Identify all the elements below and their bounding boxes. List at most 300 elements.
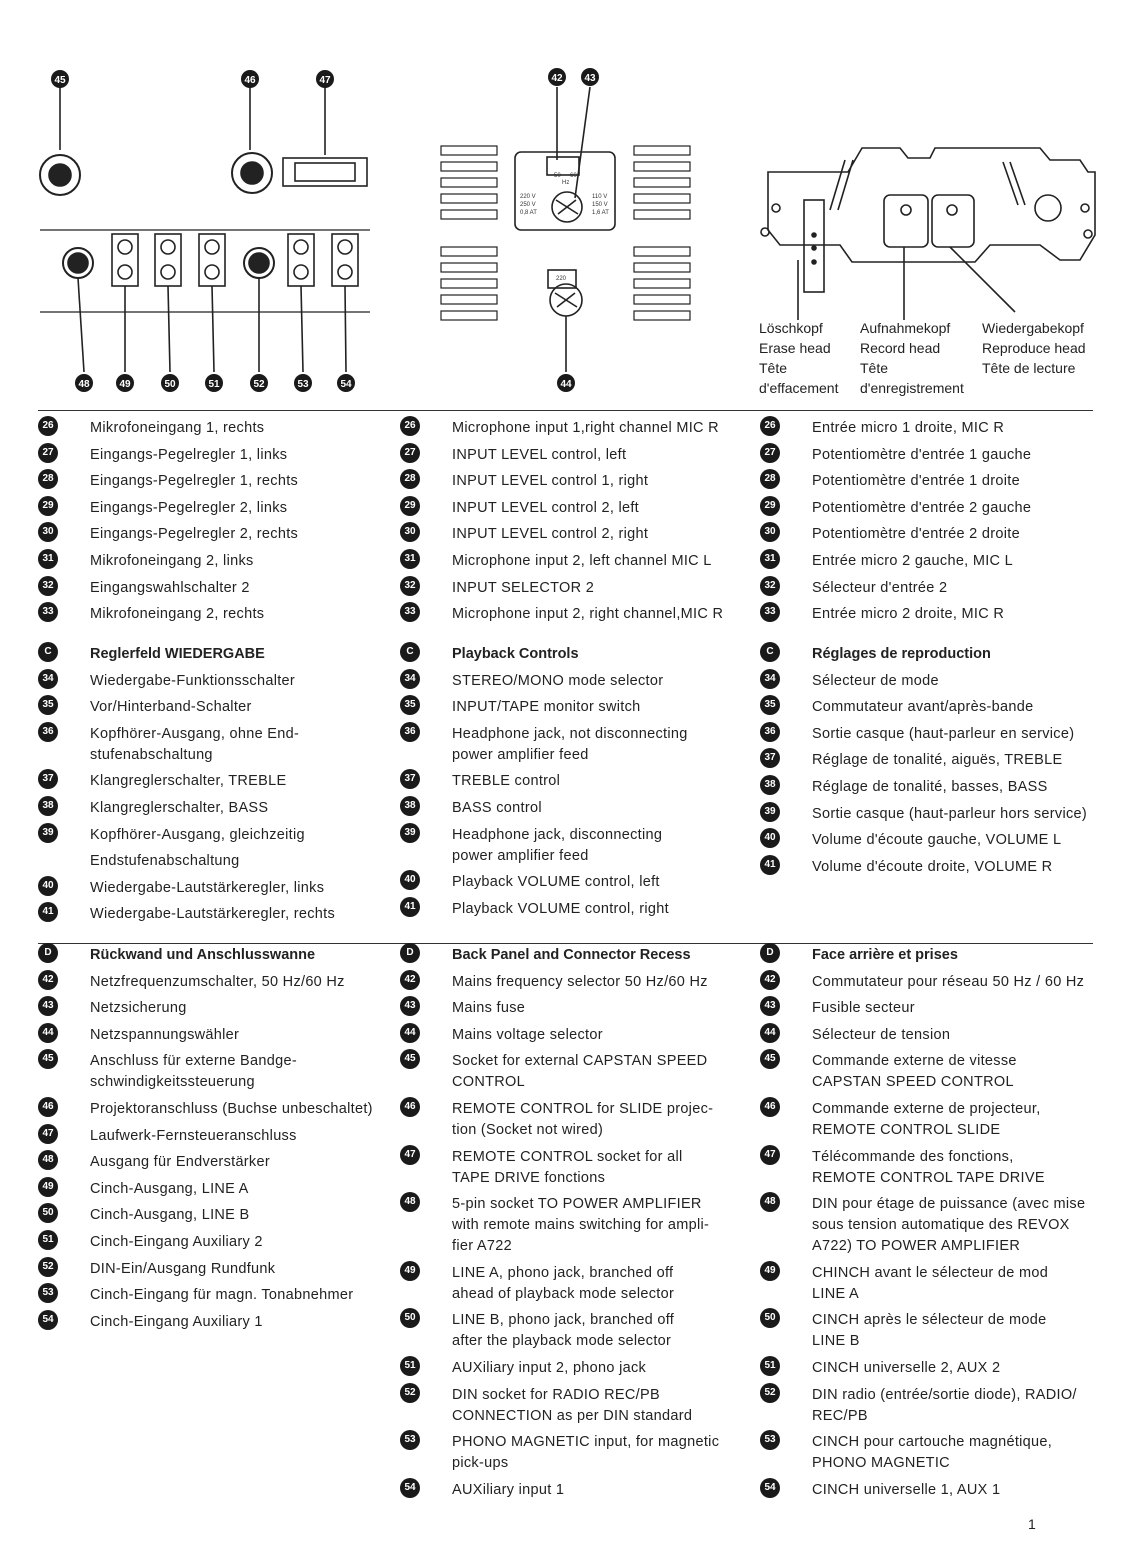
item-number-badge: 27 <box>38 443 58 463</box>
legend-item <box>760 724 1074 745</box>
item-number-badge: C <box>760 642 780 662</box>
item-text-line: Eingangs-Pegelregler 1, rechts <box>90 473 299 490</box>
item-number-badge: 31 <box>38 549 58 569</box>
item-text-line: Entrée micro 2 gauche, MIC L <box>812 553 1014 569</box>
item-text <box>812 945 958 966</box>
item-number-badge: 45 <box>38 1049 58 1069</box>
item-number-badge: 28 <box>760 469 780 489</box>
item-text-line: Kopfhörer-Ausgang, ohne End- <box>90 725 300 742</box>
legend-item <box>760 1432 1052 1474</box>
item-text-line: CINCH universelle 1, AUX 1 <box>812 1481 1001 1498</box>
item-text <box>812 697 1033 718</box>
item-text <box>812 445 1031 466</box>
legend-item <box>400 724 688 766</box>
item-text-line: Eingangs-Pegelregler 1, links <box>90 446 288 463</box>
item-text-line: Netzsicherung <box>90 1000 187 1017</box>
item-number-badge: 44 <box>38 1023 58 1043</box>
item-text-line: REMOTE CONTROL SLIDE <box>812 1122 1001 1138</box>
item-number-badge: 36 <box>760 722 780 742</box>
item-text-line: LINE A, phono jack, branched off <box>452 1264 674 1281</box>
item-text <box>452 644 579 665</box>
item-text-line: Potentiomètre d'entrée 1 gauche <box>812 446 1032 463</box>
legend-item <box>760 777 1048 798</box>
item-text-line: DIN socket for RADIO REC/PB <box>452 1386 660 1403</box>
item-text <box>90 604 264 625</box>
item-number-badge: 53 <box>760 1430 780 1450</box>
item-number-badge: 48 <box>38 1150 58 1170</box>
item-number-badge: 47 <box>400 1145 420 1165</box>
item-number-badge: C <box>400 642 420 662</box>
item-text <box>90 1025 239 1046</box>
item-number-badge: 38 <box>400 796 420 816</box>
mains-label: 150 V <box>592 202 608 208</box>
item-number-badge: 30 <box>760 522 780 542</box>
item-text-line: schwindigkeitssteuerung <box>90 1074 255 1091</box>
item-number-badge: 32 <box>760 576 780 596</box>
legend-item <box>38 851 240 872</box>
item-text <box>90 644 265 665</box>
diagram-num-47: 47 <box>319 75 331 86</box>
item-text <box>452 524 648 545</box>
legend-item <box>400 972 708 993</box>
item-text-line: Anschluss für externe Bandge- <box>90 1053 297 1070</box>
legend-item <box>400 418 719 439</box>
legend-item <box>400 899 669 920</box>
legend-item <box>38 1205 249 1226</box>
item-text-line: Cinch-Ausgang, LINE B <box>90 1207 250 1224</box>
item-text <box>812 471 1020 492</box>
item-text <box>812 604 1004 625</box>
legend-item <box>38 1259 275 1280</box>
legend-item <box>400 872 660 893</box>
legend-item <box>400 1310 674 1352</box>
item-text-line: INPUT LEVEL control 1, right <box>452 473 649 490</box>
item-number-badge: 34 <box>760 669 780 689</box>
item-number-badge: 51 <box>760 1356 780 1376</box>
legend-item <box>400 1194 709 1257</box>
legend-item <box>760 857 1052 878</box>
legend-item <box>400 798 542 819</box>
item-text-line: REMOTE CONTROL TAPE DRIVE <box>812 1169 1045 1186</box>
item-text-line: Playback Controls <box>452 646 579 662</box>
item-text-line: after the playback mode selector <box>452 1333 672 1350</box>
item-text-line: Playback VOLUME control, right <box>452 900 669 917</box>
mains-label: 250 V <box>520 202 536 208</box>
item-text-line: Wiedergabe-Lautstärkeregler, links <box>90 879 325 896</box>
item-number-badge: 46 <box>400 1097 420 1117</box>
legend-item <box>760 578 947 599</box>
legend-item <box>400 1025 603 1046</box>
item-text-line: Mains voltage selector <box>452 1026 603 1043</box>
item-text-line: Playback VOLUME control, left <box>452 874 660 891</box>
item-number-badge: 35 <box>38 695 58 715</box>
item-text-line: Endstufenabschaltung <box>90 853 240 870</box>
item-number-badge: 31 <box>760 549 780 569</box>
item-text <box>452 1051 707 1093</box>
legend-item <box>38 1232 263 1253</box>
item-text-line: Wiedergabe-Funktionsschalter <box>90 672 296 689</box>
item-number-badge: 43 <box>38 996 58 1016</box>
legend-item <box>400 604 723 625</box>
item-text <box>90 825 305 846</box>
item-text <box>812 1051 1017 1093</box>
item-number-badge: 28 <box>38 469 58 489</box>
item-number-badge: 54 <box>38 1310 58 1330</box>
legend-item <box>760 524 1020 545</box>
item-text-line: TREBLE control <box>452 773 561 790</box>
legend-item <box>760 418 1004 439</box>
item-text-line: Kopfhörer-Ausgang, gleichzeitig <box>90 826 305 843</box>
item-text <box>812 578 947 599</box>
item-text-line: stufenabschaltung <box>90 746 213 763</box>
item-text <box>812 1385 1077 1427</box>
item-text-line: Ausgang für Endverstärker <box>90 1154 270 1171</box>
diagram-num-45: 45 <box>54 75 66 86</box>
item-text <box>812 1480 1000 1501</box>
item-text <box>452 578 594 599</box>
item-number-badge: D <box>760 943 780 963</box>
legend-item <box>38 798 268 819</box>
item-number-badge: 45 <box>400 1049 420 1069</box>
item-text <box>90 1232 263 1253</box>
item-number-badge: 52 <box>760 1383 780 1403</box>
item-text <box>812 1310 1046 1352</box>
mains-label: 0,8 AT <box>520 210 537 216</box>
item-text-line: LINE B, phono jack, branched off <box>452 1312 675 1329</box>
item-text-line: with remote mains switching for ampli- <box>452 1217 710 1234</box>
item-text-line: Sortie casque (haut-parleur hors service) <box>812 805 1088 822</box>
item-text <box>812 524 1020 545</box>
section-heading <box>760 644 991 665</box>
item-text <box>812 1147 1045 1189</box>
item-text <box>90 798 268 819</box>
legend-item <box>760 750 1062 771</box>
item-number-badge: 26 <box>38 416 58 436</box>
item-number-badge: 34 <box>38 669 58 689</box>
erase-head-label: Löschkopf Erase head Tête d'effacement <box>759 320 839 396</box>
legend-item <box>760 1147 1045 1189</box>
legend-item <box>400 825 662 867</box>
mains-label: 1,6 AT <box>592 210 609 216</box>
legend-item <box>760 471 1020 492</box>
item-text-line: Mikrofoneingang 2, links <box>90 553 254 569</box>
item-number-badge: 34 <box>400 669 420 689</box>
item-number-badge: 45 <box>760 1049 780 1069</box>
item-text-line: Klangreglerschalter, TREBLE <box>90 773 287 790</box>
legend-item <box>400 697 641 718</box>
legend-item <box>38 471 298 492</box>
item-number-badge: 50 <box>400 1308 420 1328</box>
legend-item <box>760 1310 1046 1352</box>
item-text-line: Vor/Hinterband-Schalter <box>90 699 252 716</box>
item-text-line: BASS control <box>452 800 542 816</box>
legend-item <box>760 1480 1000 1501</box>
item-text-line: Sélecteur de tension <box>812 1026 951 1043</box>
item-number-badge: 49 <box>400 1261 420 1281</box>
item-number-badge: 53 <box>400 1430 420 1450</box>
item-text <box>452 899 669 920</box>
page-number: 1 <box>1028 1516 1036 1532</box>
item-number-badge: 41 <box>38 902 58 922</box>
item-text <box>812 1263 1048 1305</box>
item-number-badge: 39 <box>760 802 780 822</box>
item-text <box>452 1099 713 1141</box>
legend-item <box>38 551 254 572</box>
item-text-line: INPUT LEVEL control 2, right <box>452 526 649 543</box>
item-text <box>812 1358 1000 1379</box>
item-number-badge: 39 <box>400 823 420 843</box>
item-text <box>452 1432 719 1474</box>
item-text <box>452 798 542 819</box>
item-text-line: Réglages de reproduction <box>812 646 991 662</box>
item-text <box>90 945 315 966</box>
legend-item <box>38 1051 297 1093</box>
legend-item <box>400 1480 564 1501</box>
item-number-badge: 52 <box>38 1257 58 1277</box>
item-text-line: Eingangs-Pegelregler 2, rechts <box>90 526 299 543</box>
item-text-line: Cinch-Eingang Auxiliary 2 <box>90 1234 263 1250</box>
legend-item <box>760 498 1031 519</box>
item-text-line: Potentiomètre d'entrée 1 droite <box>812 473 1020 490</box>
item-text-line: PHONO MAGNETIC <box>812 1455 950 1472</box>
item-text <box>812 1025 950 1046</box>
item-text-line: LINE B <box>812 1333 860 1350</box>
item-text-line: Commutateur avant/après-bande <box>812 699 1034 716</box>
item-text-line: Volume d'écoute gauche, VOLUME L <box>812 832 1062 849</box>
item-text-line: Sélecteur de mode <box>812 672 939 689</box>
item-number-badge: 27 <box>760 443 780 463</box>
item-text <box>90 1285 353 1306</box>
item-text <box>812 998 915 1019</box>
item-text-line: CHINCH avant le sélecteur de mod <box>812 1264 1049 1281</box>
item-text <box>452 945 691 966</box>
item-text <box>90 724 299 766</box>
item-text-line: Mikrofoneingang 1, rechts <box>90 420 265 436</box>
legend-item <box>400 771 560 792</box>
legend-item <box>400 1385 692 1427</box>
item-text-line: Mains frequency selector 50 Hz/60 Hz <box>452 973 708 990</box>
item-text <box>90 851 240 872</box>
item-text-line: DIN pour étage de puissance (avec mise <box>812 1196 1086 1213</box>
section-heading <box>400 644 579 665</box>
item-text-line: Potentiomètre d'entrée 2 droite <box>812 526 1020 543</box>
item-number-badge: 33 <box>400 602 420 622</box>
legend-item <box>38 524 298 545</box>
item-text <box>452 724 688 766</box>
item-number-badge: 38 <box>38 796 58 816</box>
legend-item <box>760 1385 1077 1427</box>
diagram-num-48: 48 <box>78 379 90 390</box>
legend-item <box>760 1263 1048 1305</box>
section-heading <box>38 945 315 966</box>
item-text-line: Microphone input 2, right channel,MIC R <box>452 606 724 623</box>
item-text <box>452 1263 674 1305</box>
legend-item <box>400 1432 719 1474</box>
item-number-badge: 50 <box>760 1308 780 1328</box>
item-text-line: Cinch-Eingang für magn. Tonabnehmer <box>90 1287 354 1304</box>
item-text <box>452 825 662 867</box>
item-number-badge: 43 <box>400 996 420 1016</box>
item-text-line: Headphone jack, not disconnecting <box>452 725 688 742</box>
item-text <box>452 1147 683 1189</box>
item-text-line: Commutateur pour réseau 50 Hz / 60 Hz <box>812 973 1085 990</box>
item-number-badge: D <box>38 943 58 963</box>
legend-item <box>38 1099 373 1120</box>
item-number-badge: 41 <box>400 897 420 917</box>
legend-item <box>38 1285 353 1306</box>
item-number-badge: 48 <box>400 1192 420 1212</box>
item-number-badge: 26 <box>400 416 420 436</box>
divider <box>38 943 1093 944</box>
legend-item <box>400 524 648 545</box>
item-number-badge: 29 <box>760 496 780 516</box>
item-number-badge: 42 <box>38 970 58 990</box>
item-number-badge: 30 <box>38 522 58 542</box>
item-number-badge: 54 <box>400 1478 420 1498</box>
item-text-line: PHONO MAGNETIC input, for magnetic <box>452 1434 720 1451</box>
divider <box>38 410 1093 411</box>
legend-item <box>38 604 264 625</box>
item-text <box>452 972 708 993</box>
item-text <box>812 830 1061 851</box>
item-text-line: DIN-Ein/Ausgang Rundfunk <box>90 1260 276 1277</box>
legend-item <box>400 498 639 519</box>
item-text <box>812 750 1062 771</box>
legend-item <box>38 445 287 466</box>
item-text <box>452 445 626 466</box>
item-text-line: sous tension automatique des REVOX <box>812 1217 1070 1234</box>
item-number-badge: 27 <box>400 443 420 463</box>
item-number-badge: 47 <box>760 1145 780 1165</box>
diagram-num-44: 44 <box>560 379 572 390</box>
item-text-line: INPUT/TAPE monitor switch <box>452 699 641 716</box>
item-text <box>452 1310 674 1352</box>
item-text-line: CONTROL <box>452 1074 525 1091</box>
item-text <box>452 418 719 439</box>
item-text <box>452 671 663 692</box>
legend-item <box>38 418 264 439</box>
item-text <box>90 1152 270 1173</box>
item-text <box>452 498 639 519</box>
item-text-line: Cinch-Ausgang, LINE A <box>90 1180 249 1197</box>
legend-item <box>38 1312 263 1333</box>
item-text <box>452 998 525 1019</box>
diagram-num-53: 53 <box>297 379 309 390</box>
legend-item <box>760 671 939 692</box>
item-text <box>452 1480 564 1501</box>
diagram-num-46: 46 <box>244 75 256 86</box>
item-number-badge: 36 <box>38 722 58 742</box>
item-text-line: CONNECTION as per DIN standard <box>452 1407 693 1424</box>
item-text-line: CINCH pour cartouche magnétique, <box>812 1434 1053 1451</box>
item-number-badge: 26 <box>760 416 780 436</box>
legend-item <box>400 1051 707 1093</box>
item-number-badge: 49 <box>760 1261 780 1281</box>
item-text-line: Sélecteur d'entrée 2 <box>812 579 948 596</box>
item-text <box>812 644 991 665</box>
legend-item <box>38 771 286 792</box>
item-text-line: Face arrière et prises <box>812 947 958 963</box>
item-number-badge: 54 <box>760 1478 780 1498</box>
item-text-line: Mains fuse <box>452 1000 526 1017</box>
section-heading <box>760 945 958 966</box>
item-text-line: Microphone input 2, left channel MIC L <box>452 553 712 569</box>
legend-item <box>400 578 594 599</box>
item-text-line: Netzspannungswähler <box>90 1026 240 1043</box>
legend-item <box>760 1358 1000 1379</box>
item-text-line: Klangreglerschalter, BASS <box>90 800 269 816</box>
item-text <box>90 524 298 545</box>
section-heading <box>400 945 691 966</box>
item-text-line: REC/PB <box>812 1407 868 1424</box>
item-number-badge: 51 <box>38 1230 58 1250</box>
item-text-line: Eingangswahlschalter 2 <box>90 579 250 596</box>
item-text <box>812 1432 1052 1474</box>
legend-item <box>38 671 295 692</box>
item-text-line: Rückwand und Anschlusswanne <box>90 947 316 963</box>
diagram-num-50: 50 <box>164 379 176 390</box>
item-text-line: Headphone jack, disconnecting <box>452 826 663 843</box>
item-number-badge: 52 <box>400 1383 420 1403</box>
diagram-num-43: 43 <box>584 73 596 84</box>
item-number-badge: D <box>400 943 420 963</box>
legend-item <box>760 697 1033 718</box>
item-number-badge: 37 <box>38 769 58 789</box>
item-text-line: Sortie casque (haut-parleur en service) <box>812 725 1075 742</box>
legend-item <box>760 1194 1085 1257</box>
item-text-line: pick-ups <box>452 1455 509 1472</box>
legend-item <box>38 498 287 519</box>
item-text <box>812 418 1004 439</box>
item-number-badge: 41 <box>760 855 780 875</box>
item-text <box>452 604 723 625</box>
item-text-line: Fusible secteur <box>812 1000 915 1017</box>
item-text <box>90 1051 297 1093</box>
item-text-line: Potentiomètre d'entrée 2 gauche <box>812 499 1032 516</box>
legend-item <box>760 1051 1017 1093</box>
item-text <box>812 1099 1041 1141</box>
item-number-badge: 44 <box>400 1023 420 1043</box>
item-text-line: CINCH après le sélecteur de mode <box>812 1312 1047 1329</box>
legend-item <box>38 825 305 846</box>
item-text-line: Mikrofoneingang 2, rechts <box>90 606 265 623</box>
item-text-line: Back Panel and Connector Recess <box>452 947 691 963</box>
legend-item <box>400 1358 646 1379</box>
item-number-badge: 32 <box>400 576 420 596</box>
diagram-num-52: 52 <box>253 379 265 390</box>
legend-item <box>400 671 663 692</box>
legend-item <box>760 804 1087 825</box>
item-text <box>452 872 660 893</box>
item-number-badge: 37 <box>760 748 780 768</box>
item-text <box>452 1358 646 1379</box>
item-text <box>452 551 712 572</box>
legend-item <box>38 1126 297 1147</box>
item-text-line: Commande externe de projecteur, <box>812 1101 1041 1117</box>
item-number-badge: 39 <box>38 823 58 843</box>
item-text-line: Eingangs-Pegelregler 2, links <box>90 499 288 516</box>
item-text-line: Commande externe de vitesse <box>812 1053 1017 1070</box>
item-text-line: Volume d'écoute droite, VOLUME R <box>812 858 1053 875</box>
item-text <box>812 804 1087 825</box>
item-text-line: Laufwerk-Fernsteueranschluss <box>90 1127 297 1144</box>
item-text-line: Reglerfeld WIEDERGABE <box>90 646 265 662</box>
item-text-line: Cinch-Eingang Auxiliary 1 <box>90 1313 263 1330</box>
legend-item <box>38 697 252 718</box>
legend-item <box>760 1099 1041 1141</box>
legend-item <box>38 878 324 899</box>
item-number-badge: 40 <box>38 876 58 896</box>
